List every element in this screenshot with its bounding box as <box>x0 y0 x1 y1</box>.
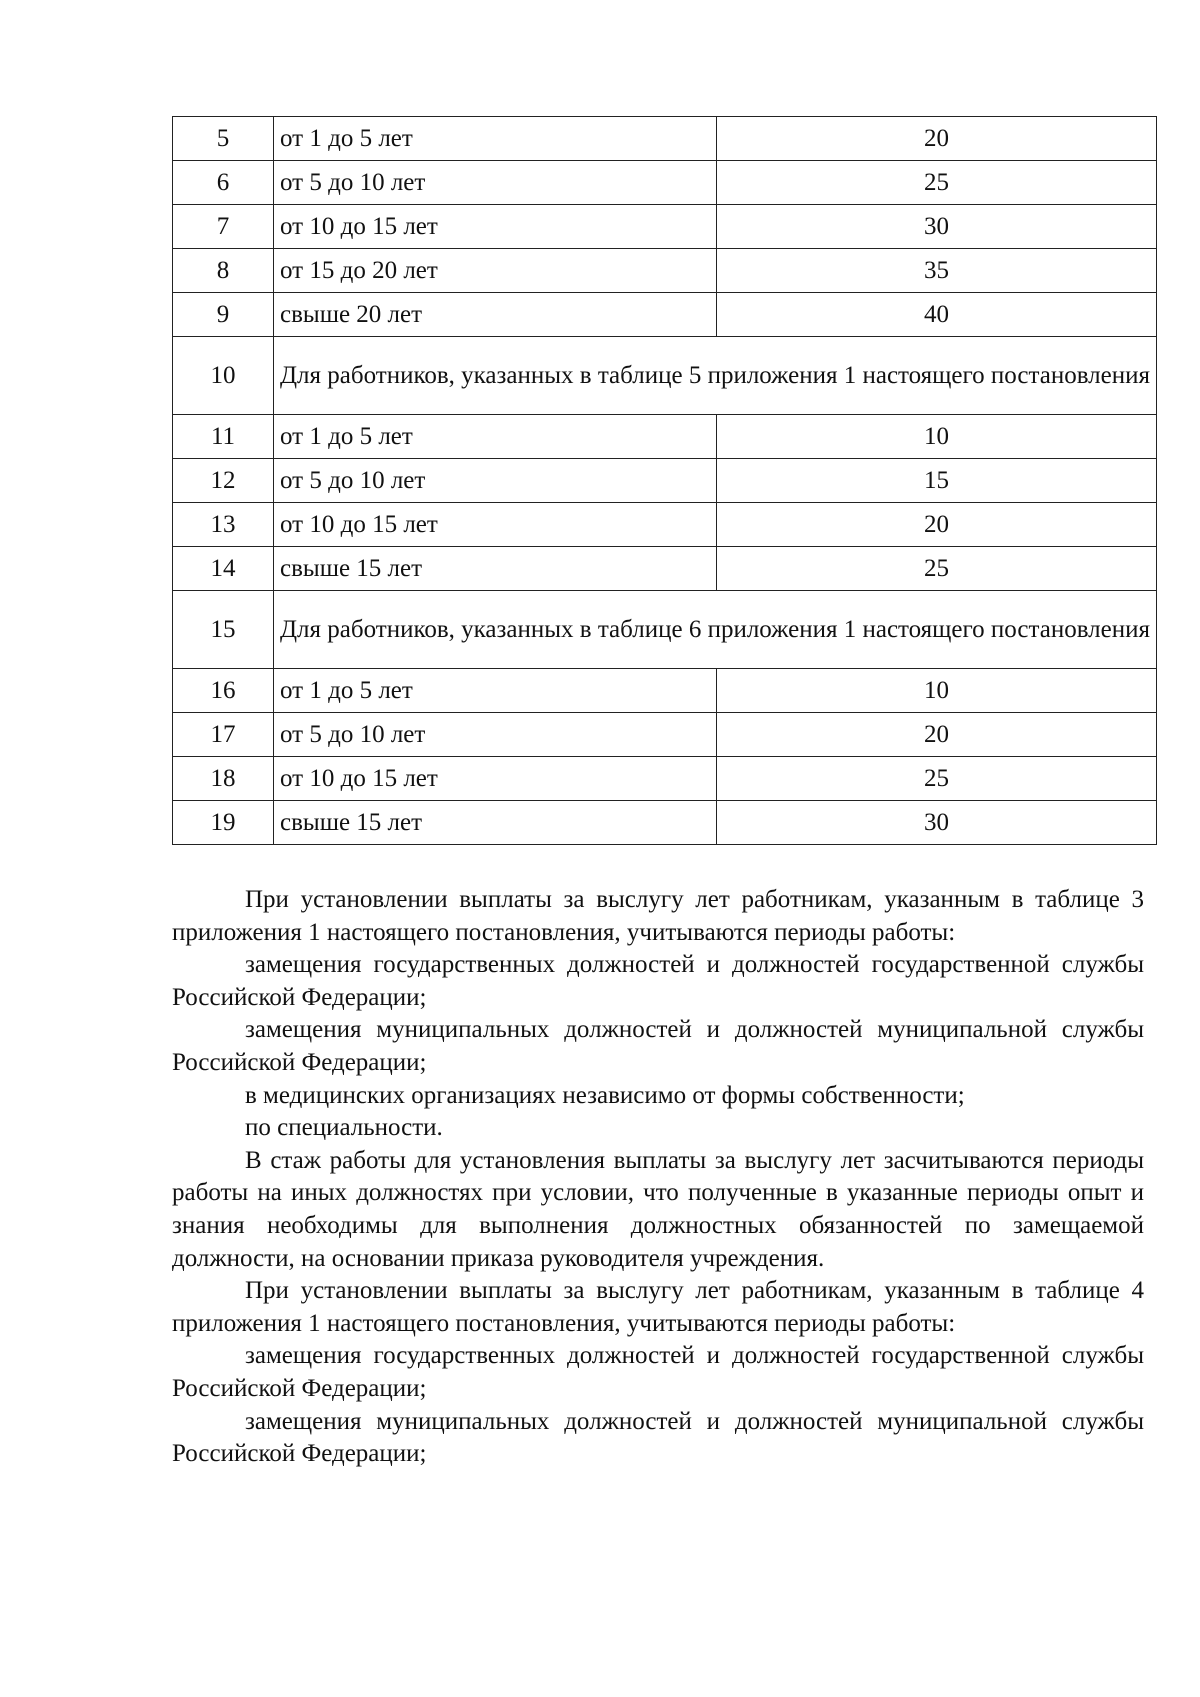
row-number: 15 <box>173 591 274 669</box>
row-number: 7 <box>173 205 274 249</box>
table-row <box>173 205 1157 249</box>
row-number: 19 <box>173 801 274 845</box>
table-row <box>173 757 1157 801</box>
seniority-range: от 10 до 15 лет <box>274 205 717 249</box>
paragraph: При установлении выплаты за выслугу лет работникам, указанным в таблице 3 приложения 1 настоящего постановления, учитываются периоды работы: <box>172 886 1144 946</box>
group-heading: Для работников, указанных в таблице 5 приложения 1 настоящего постановления <box>274 337 1157 415</box>
table-row <box>173 249 1157 293</box>
seniority-range: от 15 до 20 лет <box>274 249 717 293</box>
row-number: 17 <box>173 713 274 757</box>
paragraph: в медицинских организациях независимо от формы собственности; <box>245 1081 965 1109</box>
table-row <box>173 161 1157 205</box>
row-number: 8 <box>173 249 274 293</box>
percent-value: 10 <box>717 415 1157 459</box>
seniority-range: от 5 до 10 лет <box>274 713 717 757</box>
row-number: 18 <box>173 757 274 801</box>
percent-value: 35 <box>717 249 1157 293</box>
table-row <box>173 117 1157 161</box>
row-number: 6 <box>173 161 274 205</box>
percent-value: 40 <box>717 293 1157 337</box>
paragraph: замещения муниципальных должностей и должностей муниципальной службы Российской Федерации; <box>172 1407 1144 1468</box>
seniority-range: свыше 15 лет <box>274 547 717 591</box>
paragraph: В стаж работы для установления выплаты за выслугу лет засчитываются периоды работы на иных должностях при условии, что полученные в указанные периоды опыт и знания необходимы для выполнения должностных обязанностей по замещаемой должности, на основании приказа руководителя учреждения. <box>172 1146 1144 1272</box>
seniority-range: от 10 до 15 лет <box>274 503 717 547</box>
body-text <box>172 884 1144 1471</box>
seniority-range: от 1 до 5 лет <box>274 117 717 161</box>
percent-value: 15 <box>717 459 1157 503</box>
percent-value: 25 <box>717 757 1157 801</box>
percent-value: 20 <box>717 503 1157 547</box>
seniority-range: от 5 до 10 лет <box>274 161 717 205</box>
seniority-range: от 5 до 10 лет <box>274 459 717 503</box>
table-row <box>173 293 1157 337</box>
seniority-range: от 1 до 5 лет <box>274 669 717 713</box>
row-number: 12 <box>173 459 274 503</box>
table-group-row <box>173 337 1157 415</box>
row-number: 9 <box>173 293 274 337</box>
table-row <box>173 415 1157 459</box>
table-row <box>173 713 1157 757</box>
row-number: 10 <box>173 337 274 415</box>
paragraph: замещения государственных должностей и должностей государственной службы Российской Федерации; <box>172 951 1144 1011</box>
row-number: 14 <box>173 547 274 591</box>
seniority-table <box>172 116 1157 845</box>
seniority-range: свыше 15 лет <box>274 801 717 845</box>
table-row <box>173 547 1157 591</box>
row-number: 11 <box>173 415 274 459</box>
percent-value: 30 <box>717 205 1157 249</box>
percent-value: 25 <box>717 547 1157 591</box>
paragraph: замещения муниципальных должностей и должностей муниципальной службы Российской Федерации; <box>172 1016 1144 1076</box>
paragraph: по специальности. <box>245 1114 443 1142</box>
table-row <box>173 459 1157 503</box>
row-number: 13 <box>173 503 274 547</box>
percent-value: 10 <box>717 669 1157 713</box>
table-group-row <box>173 591 1157 669</box>
percent-value: 20 <box>717 713 1157 757</box>
group-heading: Для работников, указанных в таблице 6 приложения 1 настоящего постановления <box>274 591 1157 669</box>
row-number: 16 <box>173 669 274 713</box>
row-number: 5 <box>173 117 274 161</box>
paragraph: замещения государственных должностей и должностей государственной службы Российской Федерации; <box>172 1342 1144 1402</box>
seniority-range: свыше 20 лет <box>274 293 717 337</box>
table-row <box>173 669 1157 713</box>
percent-value: 30 <box>717 801 1157 845</box>
seniority-range: от 10 до 15 лет <box>274 757 717 801</box>
seniority-range: от 1 до 5 лет <box>274 415 717 459</box>
paragraph: При установлении выплаты за выслугу лет работникам, указанным в таблице 4 приложения 1 настоящего постановления, учитываются периоды работы: <box>172 1277 1144 1337</box>
table-row <box>173 801 1157 845</box>
table-row <box>173 503 1157 547</box>
percent-value: 25 <box>717 161 1157 205</box>
percent-value: 20 <box>717 117 1157 161</box>
